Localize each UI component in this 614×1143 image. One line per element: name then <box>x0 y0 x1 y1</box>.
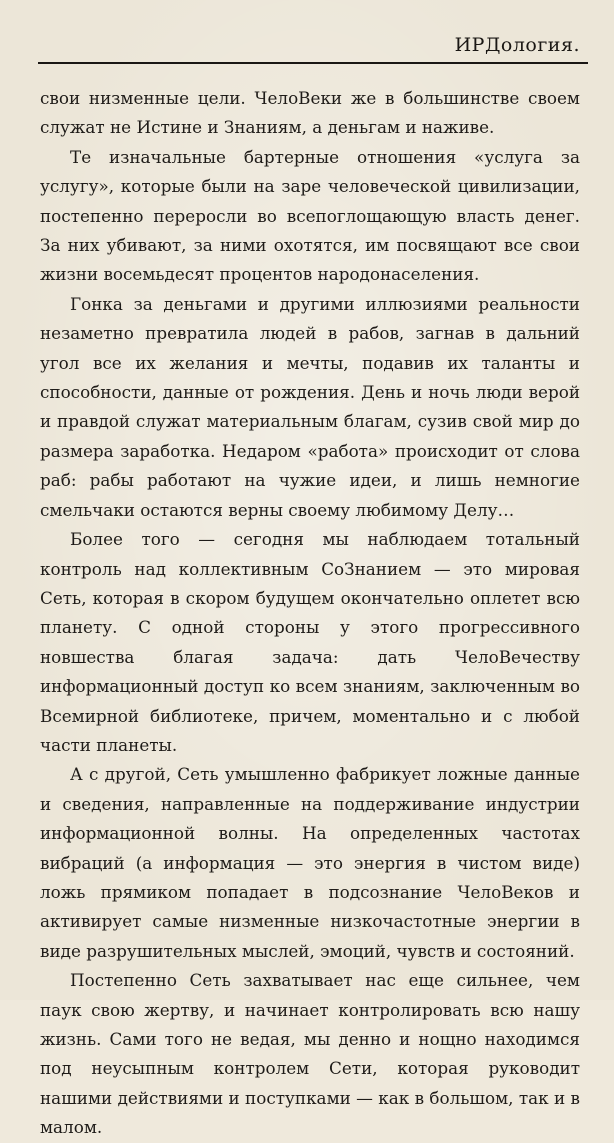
paragraph-6: Постепенно Сеть захватывает нас еще сильнее, чем паук свою жертву, и начинает контролировать всю нашу жизнь. Сами того не ведая, мы денно и нощно находимся под неусыпным контролем Сети, которая руководит нашими действиями и поступками — как в большом, так и в малом. <box>40 970 580 1138</box>
paragraph-4: Более того — сегодня мы наблюдаем тотальный контроль над коллективным СоЗнанием — это мировая Сеть, которая в скором будущем окончательно оплетет всю планету. С одной стороны у этого прогрессивного новшества благая задача: дать ЧелоВечеству информационный доступ ко всем знаниям, заключенным во Всемирной библиотеке, причем, моментально и с любой части планеты. <box>40 529 580 755</box>
running-header-title: ИРДология. <box>454 34 580 56</box>
paragraph-3: Гонка за деньгами и другими иллюзиями реальности незаметно превратила людей в рабов, загнав в дальний угол все их желания и мечты, подавив их таланты и способности, данные от рождения. День и ночь люди верой и правдой служат материальным благам, сузив свой мир до размера заработка. Недаром «работа» происходит от слова раб: рабы работают на чужие идеи, и лишь немногие смельчаки остаются верны своему любимому Делу… <box>40 293 580 520</box>
paragraph-2: Те изначальные бартерные отношения «услуга за услугу», которые были на заре человеческой цивилизации, постепенно переросли во всепоглощающую власть денег. За них убивают, за ними охотятся, им посвящают все свои жизни восемьдесят процентов народонаселения. <box>40 146 580 285</box>
paragraph-5: А с другой, Сеть умышленно фабрикует ложные данные и сведения, направленные на поддерживание индустрии информационной волны. На определенных частотах вибраций (а информация — это энергия в чистом виде) ложь прямиком попадает в подсознание ЧелоВеков и активирует самые низменные низкочастотные энергии в виде разрушительных мыслей, эмоций, чувств и состояний. <box>40 764 580 961</box>
paragraph-1: свои низменные цели. ЧелоВеки же в большинстве своем служат не Истине и Знаниям, а деньгам и наживе. <box>40 88 580 138</box>
header-rule <box>38 62 588 64</box>
body-text <box>40 84 580 1143</box>
